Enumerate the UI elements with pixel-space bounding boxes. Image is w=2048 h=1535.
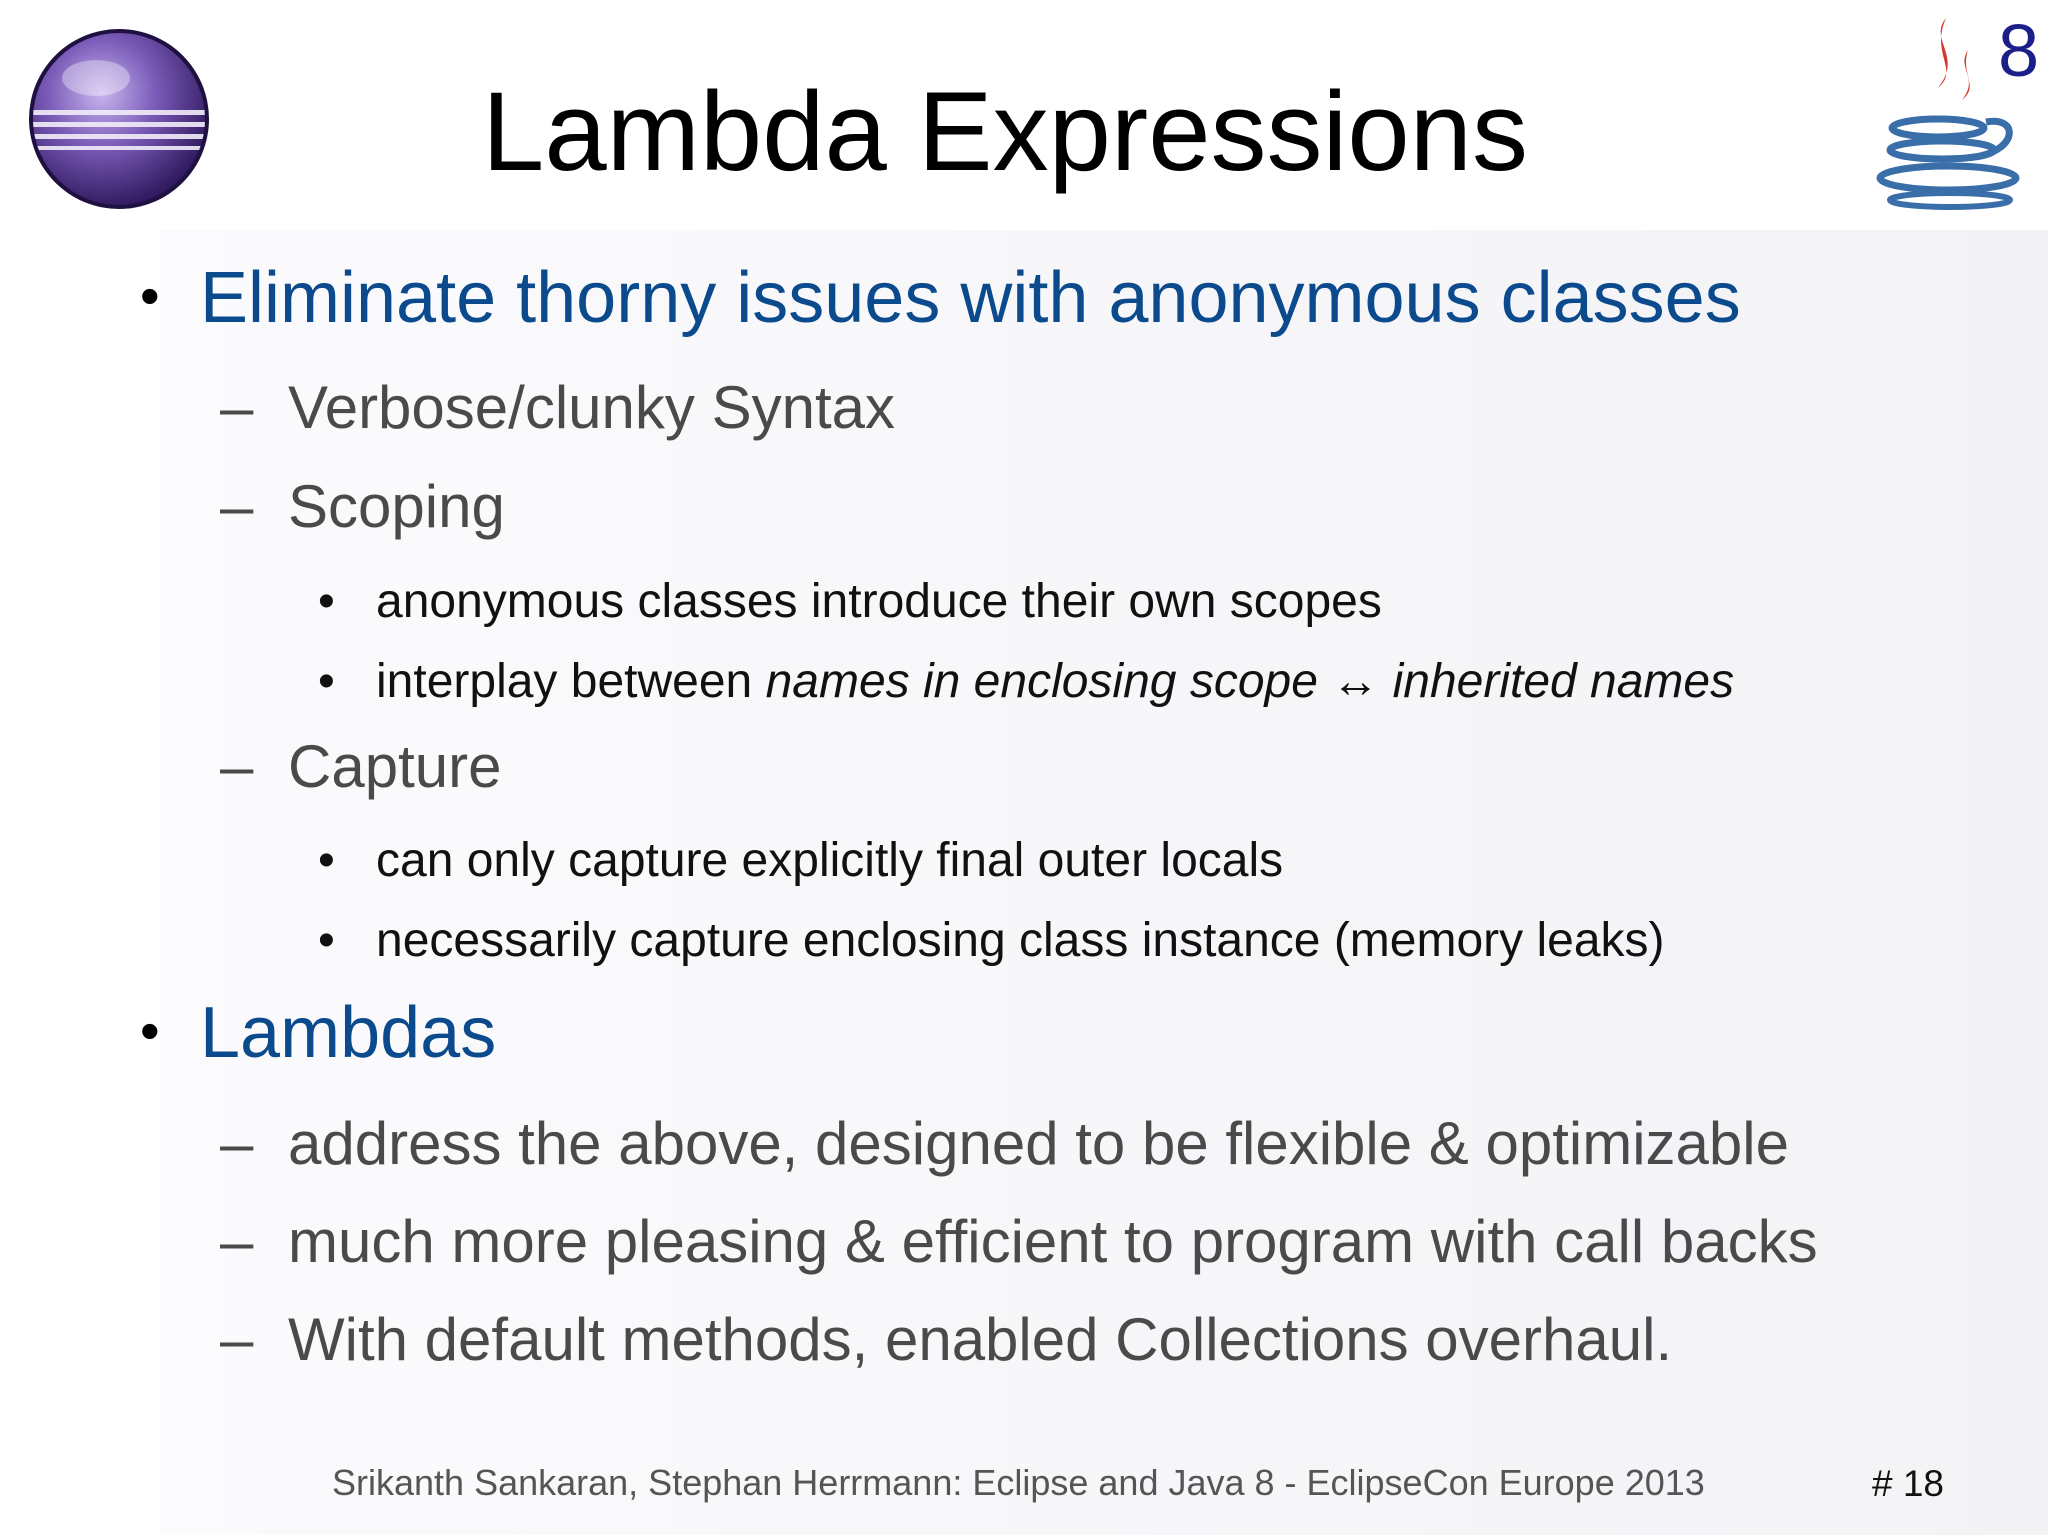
bullet-glyph: • xyxy=(140,264,160,327)
bullet-2-text: Lambdas xyxy=(200,993,497,1073)
bullet-glyph: • xyxy=(318,575,335,628)
bidirectional-arrow: ↔ xyxy=(1317,655,1393,708)
dash-glyph: – xyxy=(220,374,254,441)
dash-glyph: – xyxy=(220,1306,254,1373)
sub-bullet-text: address the above, designed to be flexible & optimizable xyxy=(288,1110,1789,1177)
dash-glyph: – xyxy=(220,473,254,540)
slide-number: # 18 xyxy=(1872,1463,1945,1504)
dash-glyph: – xyxy=(220,1208,254,1275)
sub-bullet-text: Scoping xyxy=(288,473,505,540)
sub-bullet-text: Capture xyxy=(288,733,502,800)
bullet-glyph: • xyxy=(318,914,335,967)
text-segment: interplay between xyxy=(376,655,766,708)
sub-bullet-text: With default methods, enabled Collections overhaul. xyxy=(288,1306,1673,1373)
bullet-glyph: • xyxy=(140,999,160,1062)
sub-bullet-text: Verbose/clunky Syntax xyxy=(288,374,896,441)
dash-glyph: – xyxy=(220,1110,254,1177)
sub-sub-bullet-text xyxy=(376,655,1735,708)
emphasis-text: names in enclosing scope xyxy=(765,655,1318,708)
java-version-badge: 8 xyxy=(1998,9,2040,92)
bullet-glyph: • xyxy=(318,834,335,887)
sub-sub-bullet-text: can only capture explicitly final outer locals xyxy=(376,834,1284,887)
dash-glyph: – xyxy=(220,733,254,800)
bullet-glyph: • xyxy=(318,655,335,708)
bullet-1-text: Eliminate thorny issues with anonymous classes xyxy=(200,258,1741,338)
sub-sub-bullet-text: anonymous classes introduce their own scopes xyxy=(376,575,1382,628)
sub-sub-bullet-text: necessarily capture enclosing class instance (memory leaks) xyxy=(376,914,1665,967)
footer-text: Srikanth Sankaran, Stephan Herrmann: Eclipse and Java 8 - EclipseCon Europe 2013 xyxy=(332,1462,1705,1503)
sub-bullet-text: much more pleasing & efficient to program with call backs xyxy=(288,1208,1818,1275)
slide-title: Lambda Expressions xyxy=(482,69,1528,194)
emphasis-text: inherited names xyxy=(1392,655,1735,708)
